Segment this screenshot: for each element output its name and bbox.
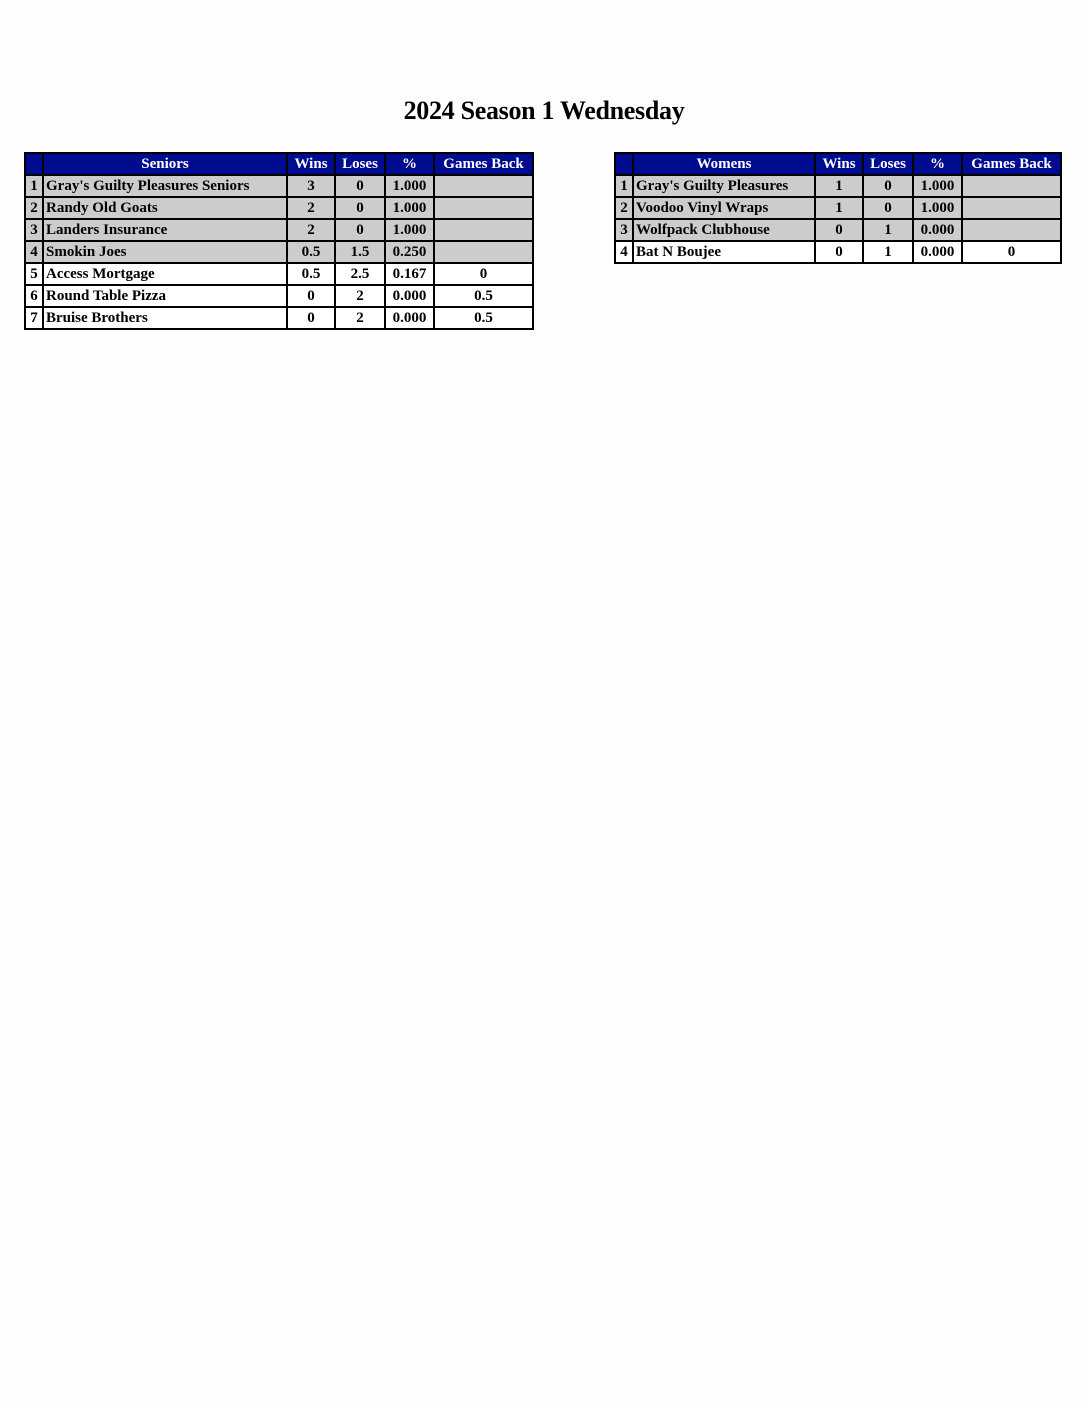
rank-cell: 1 bbox=[615, 175, 633, 197]
page-title: 2024 Season 1 Wednesday bbox=[403, 96, 685, 125]
games-back-cell bbox=[434, 219, 533, 241]
table-header-row bbox=[615, 153, 1061, 175]
percent-cell: 0.000 bbox=[913, 219, 962, 241]
rank-header bbox=[25, 153, 43, 175]
table-row bbox=[25, 219, 533, 241]
table-row bbox=[25, 175, 533, 197]
percent-cell: 1.000 bbox=[913, 197, 962, 219]
games-back-cell: 0.5 bbox=[434, 307, 533, 329]
wins-cell: 3 bbox=[287, 175, 335, 197]
table-row bbox=[615, 197, 1061, 219]
wins-cell: 0 bbox=[815, 241, 863, 263]
loses-header: Loses bbox=[863, 153, 913, 175]
rank-header bbox=[615, 153, 633, 175]
games-back-cell bbox=[434, 175, 533, 197]
rank-cell: 4 bbox=[25, 241, 43, 263]
wins-cell: 1 bbox=[815, 197, 863, 219]
loses-cell: 2 bbox=[335, 285, 385, 307]
table-row bbox=[25, 197, 533, 219]
games-back-cell bbox=[962, 175, 1061, 197]
loses-cell: 0 bbox=[335, 197, 385, 219]
percent-cell: 0.000 bbox=[913, 241, 962, 263]
games-back-cell bbox=[434, 241, 533, 263]
table-row bbox=[25, 263, 533, 285]
rank-cell: 5 bbox=[25, 263, 43, 285]
wins-cell: 0.5 bbox=[287, 241, 335, 263]
wins-cell: 2 bbox=[287, 219, 335, 241]
games-back-cell: 0.5 bbox=[434, 285, 533, 307]
percent-header: % bbox=[385, 153, 434, 175]
games-back-header: Games Back bbox=[962, 153, 1061, 175]
team-name-cell: Gray's Guilty Pleasures Seniors bbox=[43, 175, 287, 197]
percent-cell: 0.167 bbox=[385, 263, 434, 285]
rank-cell: 3 bbox=[615, 219, 633, 241]
team-name-cell: Bruise Brothers bbox=[43, 307, 287, 329]
wins-cell: 2 bbox=[287, 197, 335, 219]
percent-header: % bbox=[913, 153, 962, 175]
percent-cell: 1.000 bbox=[913, 175, 962, 197]
rank-cell: 1 bbox=[25, 175, 43, 197]
table-row bbox=[25, 285, 533, 307]
wins-cell: 1 bbox=[815, 175, 863, 197]
percent-cell: 0.000 bbox=[385, 285, 434, 307]
loses-cell: 2 bbox=[335, 307, 385, 329]
team-name-cell: Smokin Joes bbox=[43, 241, 287, 263]
rank-cell: 3 bbox=[25, 219, 43, 241]
percent-cell: 1.000 bbox=[385, 219, 434, 241]
table-row bbox=[25, 241, 533, 263]
wins-cell: 0 bbox=[815, 219, 863, 241]
loses-cell: 1 bbox=[863, 219, 913, 241]
team-name-cell: Round Table Pizza bbox=[43, 285, 287, 307]
games-back-cell: 0 bbox=[434, 263, 533, 285]
loses-cell: 0 bbox=[863, 197, 913, 219]
games-back-cell bbox=[962, 219, 1061, 241]
table-row bbox=[25, 307, 533, 329]
loses-cell: 0 bbox=[335, 219, 385, 241]
loses-cell: 0 bbox=[863, 175, 913, 197]
rank-cell: 2 bbox=[615, 197, 633, 219]
games-back-cell: 0 bbox=[962, 241, 1061, 263]
percent-cell: 0.250 bbox=[385, 241, 434, 263]
loses-cell: 0 bbox=[335, 175, 385, 197]
wins-header: Wins bbox=[815, 153, 863, 175]
team-name-cell: Access Mortgage bbox=[43, 263, 287, 285]
team-name-cell: Landers Insurance bbox=[43, 219, 287, 241]
table-row bbox=[615, 175, 1061, 197]
games-back-header: Games Back bbox=[434, 153, 533, 175]
team-name-cell: Wolfpack Clubhouse bbox=[633, 219, 815, 241]
loses-header: Loses bbox=[335, 153, 385, 175]
games-back-cell bbox=[962, 197, 1061, 219]
division-header: Womens bbox=[633, 153, 815, 175]
loses-cell: 1.5 bbox=[335, 241, 385, 263]
team-name-cell: Bat N Boujee bbox=[633, 241, 815, 263]
table-header-row bbox=[25, 153, 533, 175]
percent-cell: 1.000 bbox=[385, 175, 434, 197]
team-name-cell: Voodoo Vinyl Wraps bbox=[633, 197, 815, 219]
wins-cell: 0 bbox=[287, 307, 335, 329]
team-name-cell: Gray's Guilty Pleasures bbox=[633, 175, 815, 197]
rank-cell: 2 bbox=[25, 197, 43, 219]
wins-cell: 0 bbox=[287, 285, 335, 307]
womens-standings-table bbox=[614, 152, 1062, 264]
team-name-cell: Randy Old Goats bbox=[43, 197, 287, 219]
wins-cell: 0.5 bbox=[287, 263, 335, 285]
rank-cell: 7 bbox=[25, 307, 43, 329]
loses-cell: 2.5 bbox=[335, 263, 385, 285]
percent-cell: 0.000 bbox=[385, 307, 434, 329]
percent-cell: 1.000 bbox=[385, 197, 434, 219]
table-row bbox=[615, 219, 1061, 241]
seniors-standings-table bbox=[24, 152, 534, 330]
division-header: Seniors bbox=[43, 153, 287, 175]
rank-cell: 6 bbox=[25, 285, 43, 307]
rank-cell: 4 bbox=[615, 241, 633, 263]
loses-cell: 1 bbox=[863, 241, 913, 263]
games-back-cell bbox=[434, 197, 533, 219]
table-row bbox=[615, 241, 1061, 263]
wins-header: Wins bbox=[287, 153, 335, 175]
